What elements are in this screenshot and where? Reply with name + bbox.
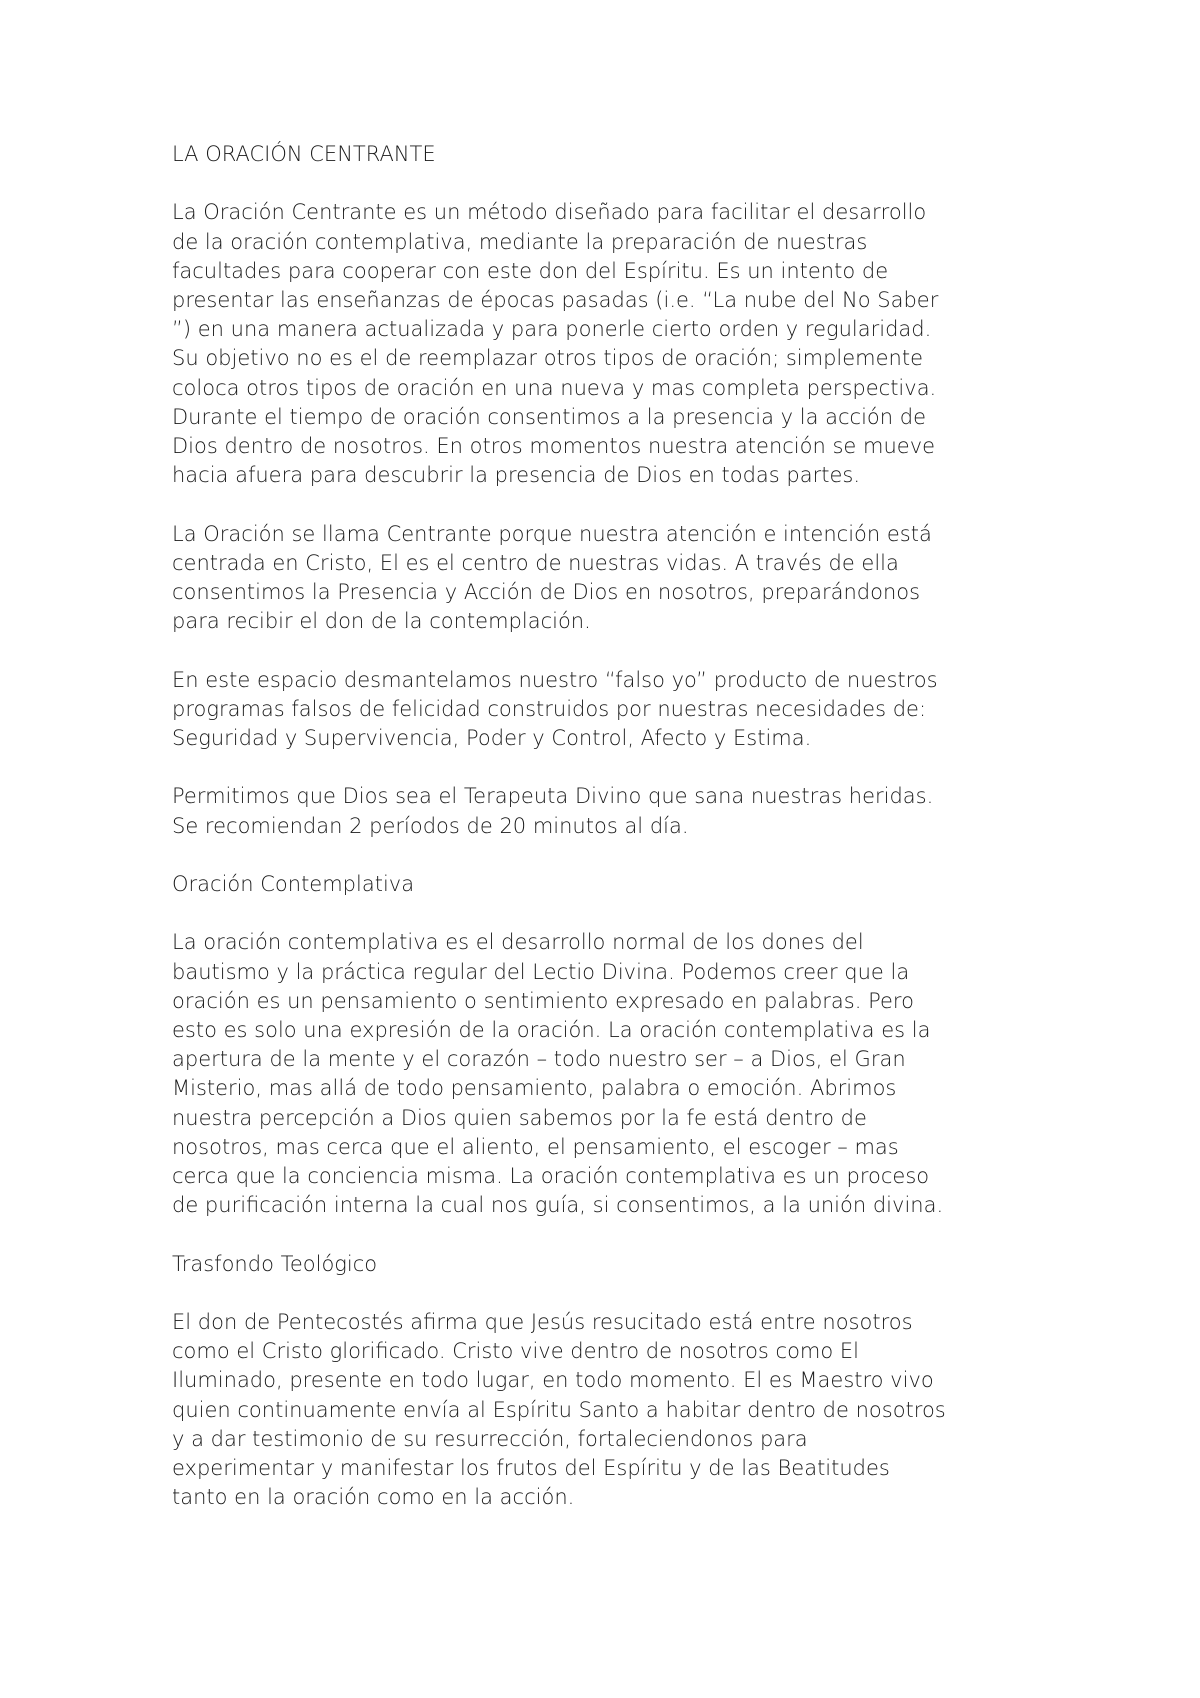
heading-line: Oración Contemplativa (172, 872, 415, 896)
paragraph-falso-yo (172, 666, 1072, 754)
text-line: Se recomiendan 2 períodos de 20 minutos al día. (172, 813, 689, 838)
paragraph-contemplativa (172, 928, 1072, 1220)
text-line: Su objetivo no es el de reemplazar otros tipos de oración; simplemente (172, 346, 923, 371)
text-line: esto es solo una expresión de la oración. La oración contemplativa es la (172, 1018, 931, 1042)
text-line: En este espacio desmantelamos nuestro “falso yo” producto de nuestros (172, 667, 938, 692)
paragraph-centrante (172, 520, 1072, 637)
text-line: centrada en Cristo, El es el centro de nuestras vidas. A través de ella (172, 550, 899, 575)
text-line: Seguridad y Supervivencia, Poder y Control, Afecto y Estima. (172, 726, 812, 751)
text-line: experimentar y manifestar los frutos del Espíritu y de las Beatitudes (172, 1456, 890, 1481)
text-line: nuestra percepción a Dios quien sabemos por la fe está dentro de (172, 1105, 867, 1130)
text-line: hacia afuera para descubrir la presencia de Dios en todas partes. (172, 463, 860, 488)
text-line: de purificación interna la cual nos guía, si consentimos, a la unión divina. (172, 1193, 944, 1218)
text-line: programas falsos de felicidad construidos por nuestras necesidades de: (172, 696, 927, 721)
text-line: de la oración contemplativa, mediante la preparación de nuestras (172, 229, 868, 254)
text-line: Misterio, mas allá de todo pensamiento, palabra o emoción. Abrimos (172, 1076, 897, 1101)
text-line: Permitimos que Dios sea el Terapeuta Divino que sana nuestras heridas. (172, 784, 934, 809)
paragraph-pentecostes (172, 1308, 1072, 1512)
text-line: Dios dentro de nosotros. En otros momentos nuestra atención se mueve (172, 434, 936, 459)
text-line: presentar las enseñanzas de épocas pasadas (i.e. “La nube del No Saber (172, 288, 939, 312)
title-line: LA ORACIÓN CENTRANTE (172, 142, 436, 166)
text-line: bautismo y la práctica regular del Lectio Divina. Podemos creer que la (172, 959, 910, 984)
paragraph-terapeuta (172, 782, 1072, 840)
text-line: consentimos la Presencia y Acción de Dios en nosotros, preparándonos (172, 580, 921, 605)
text-line: coloca otros tipos de oración en una nueva y mas completa perspectiva. (172, 375, 937, 400)
section-heading-trasfondo-teologico (172, 1250, 1072, 1279)
text-line: quien continuamente envía al Espíritu Santo a habitar dentro de nosotros (172, 1397, 946, 1422)
text-line: como el Cristo glorificado. Cristo vive dentro de nosotros como El (172, 1339, 860, 1364)
text-line: oración es un pensamiento o sentimiento expresado en palabras. Pero (172, 988, 914, 1013)
text-line: ”) en una manera actualizada y para ponerle cierto orden y regularidad. (172, 317, 932, 342)
text-line: facultades para cooperar con este don del Espíritu. Es un intento de (172, 258, 889, 283)
text-line: Iluminado, presente en todo lugar, en todo momento. El es Maestro vivo (172, 1368, 934, 1393)
paragraph-intro (172, 198, 1072, 490)
text-line: La Oración Centrante es un método diseñado para facilitar el desarrollo (172, 200, 927, 225)
document-body (172, 140, 1072, 1542)
document-title (172, 140, 1072, 169)
text-line: y a dar testimonio de su resurrección, fortaleciendonos para (172, 1426, 808, 1451)
text-line: cerca que la conciencia misma. La oración contemplativa es un proceso (172, 1164, 930, 1189)
text-line: nosotros, mas cerca que el aliento, el pensamiento, el escoger – mas (172, 1134, 899, 1159)
section-heading-oracion-contemplativa (172, 870, 1072, 899)
heading-line: Trasfondo Teológico (172, 1251, 378, 1276)
text-line: La Oración se llama Centrante porque nuestra atención e intención está (172, 521, 932, 546)
text-line: Durante el tiempo de oración consentimos a la presencia y la acción de (172, 404, 927, 429)
text-line: para recibir el don de la contemplación. (172, 609, 591, 634)
text-line: apertura de la mente y el corazón – todo nuestro ser – a Dios, el Gran (172, 1047, 906, 1072)
text-line: tanto en la oración como en la acción. (172, 1485, 575, 1510)
text-line: El don de Pentecostés afirma que Jesús resucitado está entre nosotros (172, 1310, 913, 1334)
text-line: La oración contemplativa es el desarrollo normal de los dones del (172, 930, 864, 955)
